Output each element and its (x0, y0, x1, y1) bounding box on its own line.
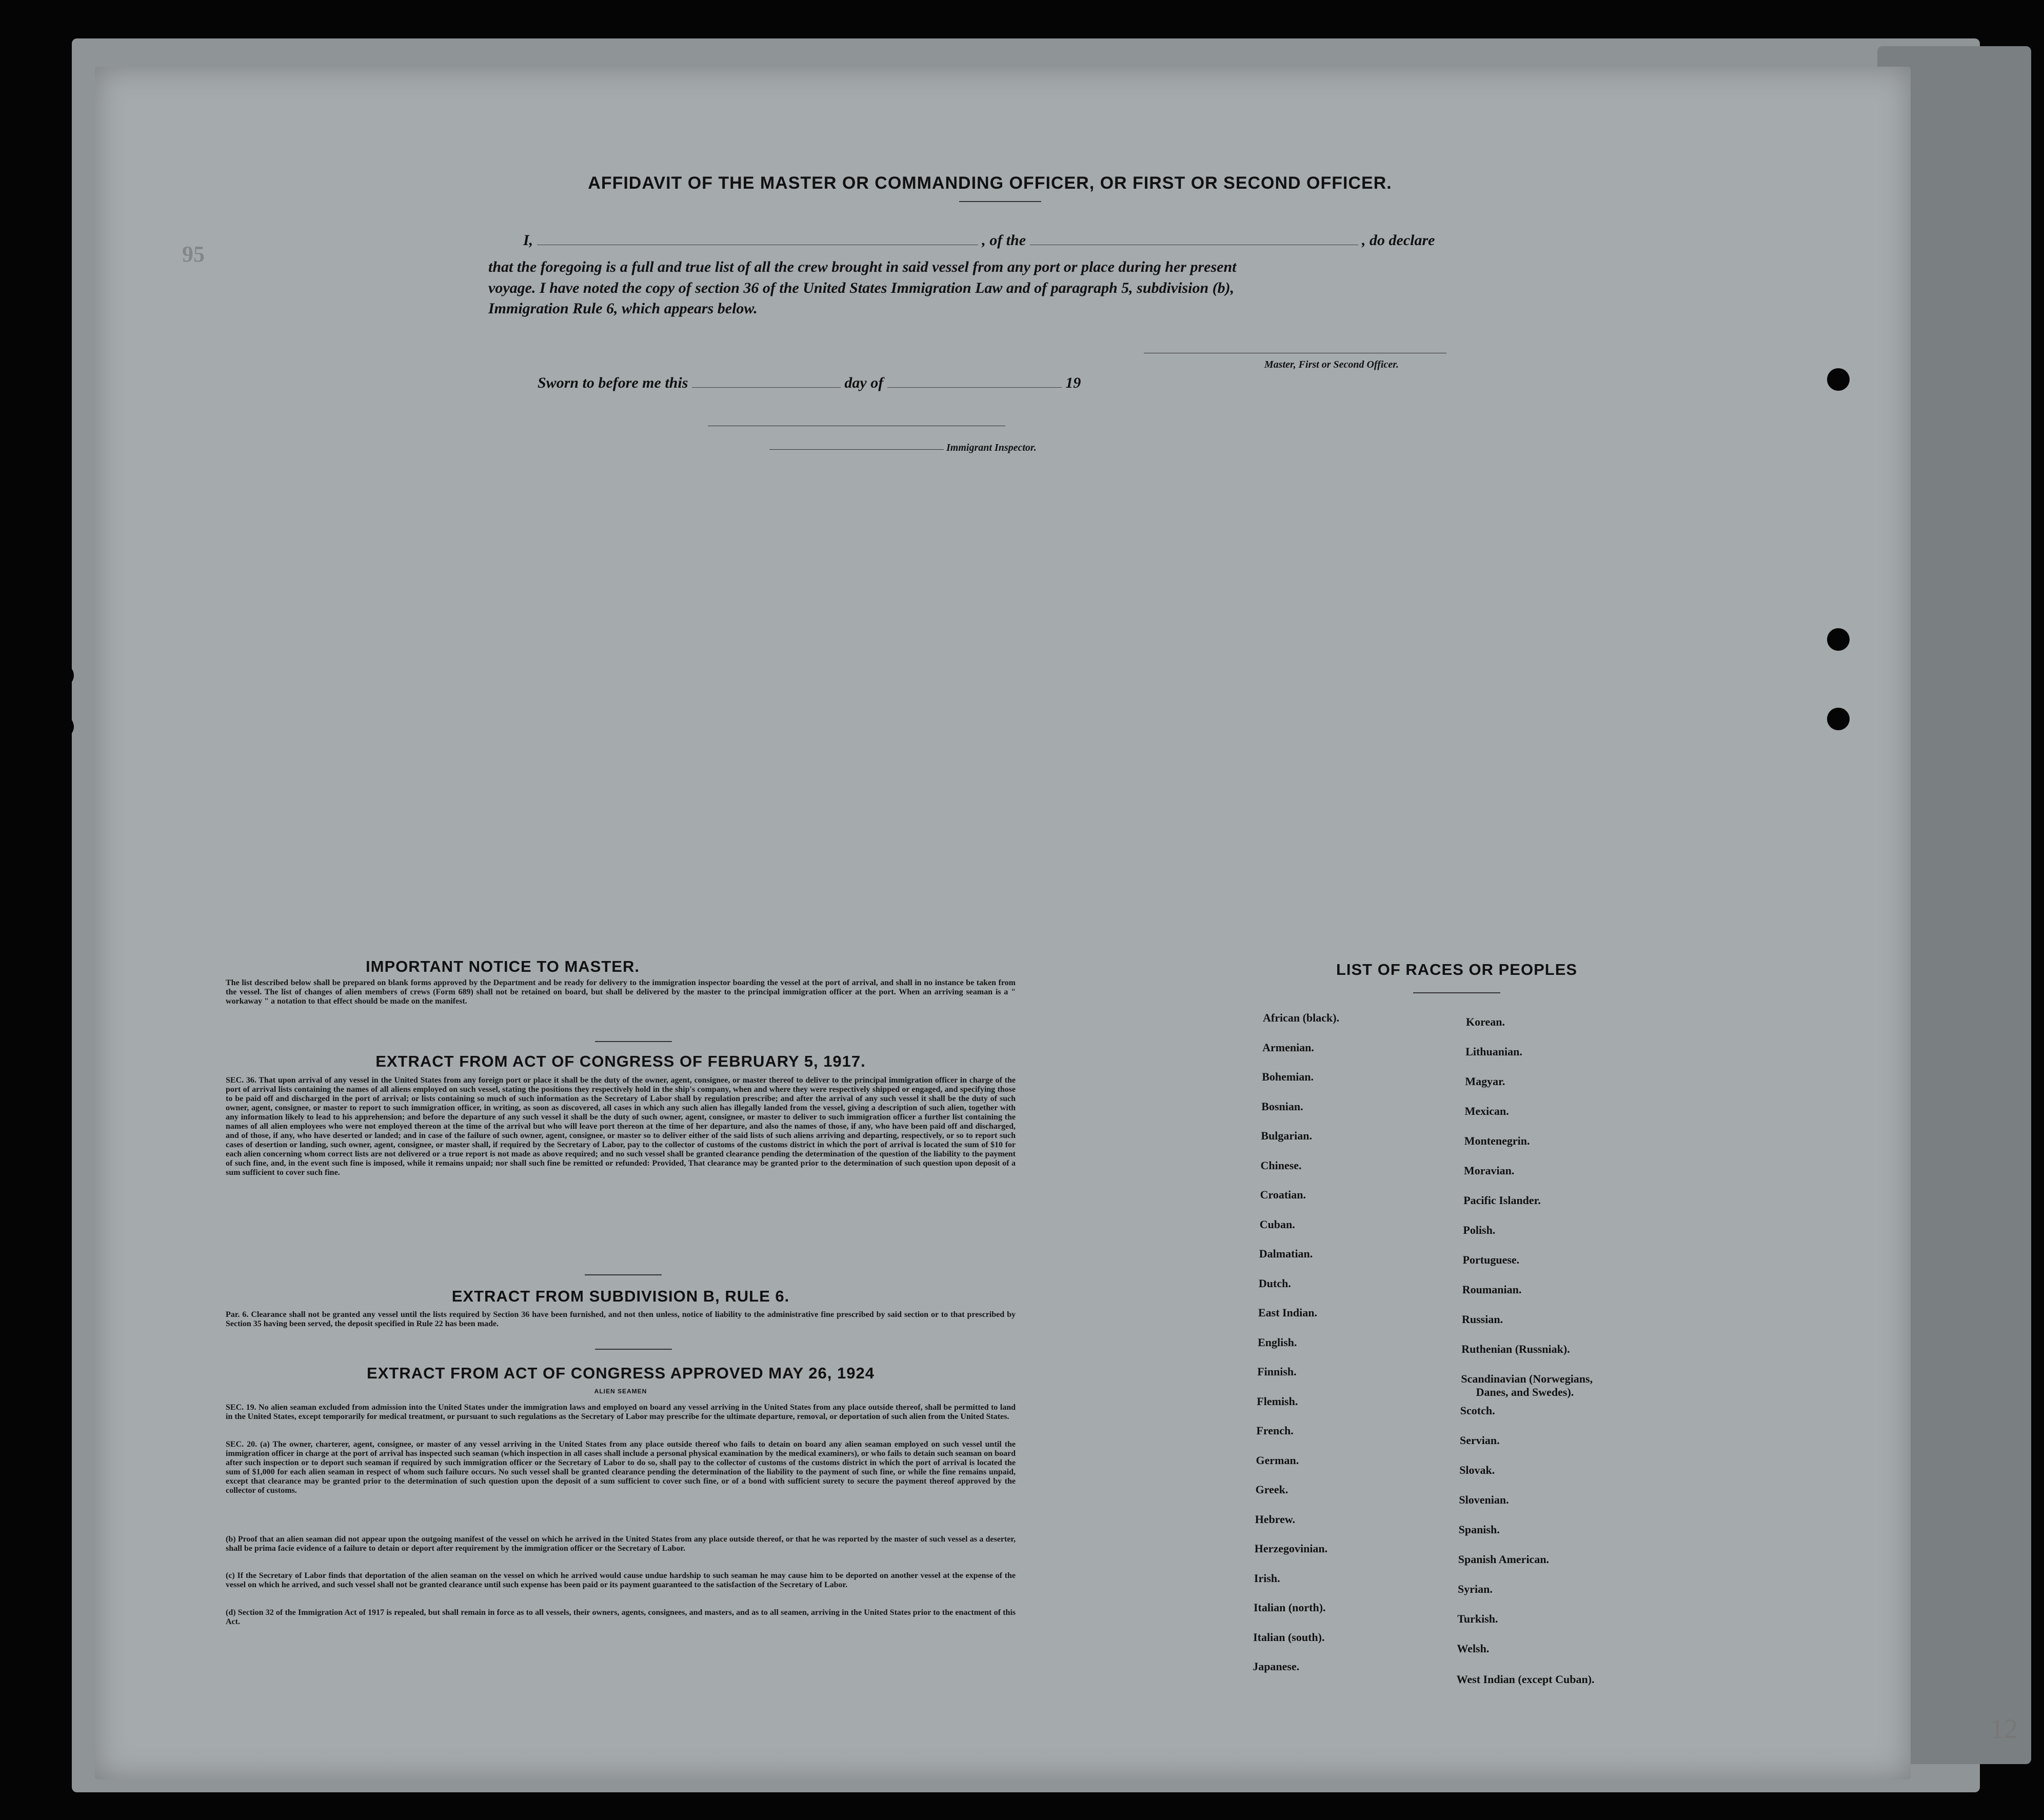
extract-1924-sec20d: (d) Section 32 of the Immigration Act of 1917 is repealed, but shall remain in force as to all vessels, their owners, agents, consignees, and masters, and as to all seamen, arriving in the United States prior to the enactment of this Act. (226, 1608, 1016, 1626)
affidavit-declaration-line (523, 232, 1487, 249)
race-item: Bosnian. (1261, 1099, 1303, 1113)
race-item: Spanish. (1458, 1523, 1500, 1536)
race-item: Flemish. (1257, 1394, 1298, 1408)
affidavit-line-3: voyage. I have noted the copy of section 36 of the United States Immigration Law and of paragraph 5, subdivision (b), (488, 279, 1235, 296)
race-item: Italian (south). (1253, 1630, 1325, 1644)
race-item: Japanese. (1253, 1660, 1300, 1673)
affidavit-title: AFFIDAVIT OF THE MASTER OR COMMANDING OFFICER, OR FIRST OR SECOND OFFICER. (588, 173, 1392, 193)
corner-handwritten-number: 12 (1990, 1713, 2018, 1744)
race-item: Moravian. (1464, 1164, 1515, 1177)
races-title: LIST OF RACES OR PEOPLES (1336, 961, 1578, 978)
sworn-year: 19 (1065, 374, 1081, 391)
binder-hole (51, 664, 74, 687)
race-item: Armenian. (1262, 1041, 1314, 1054)
extract-1917-body: SEC. 36. That upon arrival of any vessel in the United States from any foreign port or place it shall be the duty of the owner, agent, consignee, or master thereof to deliver to the principal immigration officer in charge of the port of arrival lists containing the names of all aliens employed on such vessel, stating the positions they respectively hold in the ship's company, when and where they were respectively shipped or engaged, and specifying those to be paid off and discharged in the port of arrival; or lists containing so much of such information as the Secretary of Labor shall by regulation prescribe; and after the arrival of any such vessel it shall be the duty of such owner, agent, consignee, or master to report to such immigration officer, in writing, as soon as discovered, all cases in which any such alien has illegally landed from the vessel, giving a description of such alien, together with any information likely to lead to his apprehension; and before the departure of any such vessel it shall be the duty of such owner, agent, consignee, or master to deliver to such immigration officer a further list containing the names of all alien employees who were not employed thereon at the time of the arrival but who will leave port thereon at the time of her departure, and also the names of those, if any, who have been paid off and discharged, and of those, if any, who have deserted or landed; and in case of the failure of such owner, agent, consignee, or master so to deliver either of the said lists of such aliens arriving and departing, respectively, or so to report such cases of desertion or landing, such owner, agent, consignee, or master shall, if required by the Secretary of Labor, pay to the collector of customs of the customs district in which the port of arrival is located the sum of $10 for each alien concerning whom correct lists are not delivered or a true report is not made as above required; and no such vessel shall be granted clearance pending the determination of the question of the liability to the payment of such fine, and, in the event such fine is imposed, while it remains unpaid; nor shall such fine be remitted or refunded: Provided, That clearance may be granted prior to the determination of such question upon deposit of a sum sufficient to cover such fine. (226, 1076, 1016, 1177)
declare-text: , do declare (1362, 232, 1435, 249)
extract-1924-title: EXTRACT FROM ACT OF CONGRESS APPROVED MAY 26, 1924 (367, 1364, 875, 1382)
race-item: Magyar. (1465, 1075, 1505, 1088)
race-item: Turkish. (1457, 1612, 1498, 1625)
race-item: Cuban. (1259, 1217, 1295, 1231)
race-item: Welsh. (1457, 1642, 1490, 1655)
race-item: Italian (north). (1254, 1601, 1326, 1614)
race-item: Slovenian. (1459, 1493, 1509, 1506)
extract-1924-subtitle: ALIEN SEAMEN (594, 1388, 647, 1395)
race-item: Spanish American. (1458, 1553, 1550, 1566)
race-item: Herzegovinian. (1254, 1542, 1328, 1555)
inspector-signature-line[interactable] (769, 449, 944, 450)
race-item: Croatian. (1260, 1188, 1306, 1201)
race-item: East Indian. (1258, 1306, 1317, 1319)
race-item: Slovak. (1459, 1464, 1495, 1476)
race-item: Portuguese. (1462, 1253, 1520, 1266)
race-item: Greek. (1255, 1483, 1288, 1496)
sworn-prefix: Sworn to before me this (538, 374, 688, 391)
race-item: West Indian (except Cuban). (1456, 1673, 1595, 1686)
race-item: African (black). (1263, 1011, 1340, 1024)
race-item: Lithuanian. (1465, 1045, 1522, 1058)
extract-1917-title: EXTRACT FROM ACT OF CONGRESS OF FEBRUARY 5, 1917. (375, 1052, 866, 1070)
vessel-name-blank[interactable] (1030, 244, 1358, 245)
declarant-name-blank[interactable] (537, 244, 978, 245)
race-item: Ruthenian (Russniak). (1461, 1343, 1570, 1355)
extract-rule6-body: Par. 6. Clearance shall not be granted any vessel until the lists required by Section 36 have been furnished, and not then unless, notice of liability to the administrative fine prescribed by said section or to that prescribed by Section 35 having been served, the deposit specified in Rule 22 has been made. (226, 1310, 1016, 1328)
document-page (95, 67, 1911, 1779)
sworn-month-blank[interactable] (887, 387, 1062, 388)
race-item: Finnish. (1257, 1365, 1297, 1378)
sworn-day-of: day of (844, 374, 884, 391)
race-item: Chinese. (1260, 1158, 1302, 1172)
race-item: Dutch. (1258, 1276, 1291, 1290)
notice-title: IMPORTANT NOTICE TO MASTER. (366, 957, 640, 975)
notice-body: The list described below shall be prepared on blank forms approved by the Department and be ready for delivery to the immigration inspector boarding the vessel at the port of arrival, and shall in no instance be taken from the vessel. The list of changes of alien members of crews (Form 689) shall not be retained on board, but shall be delivered by the master to the principal immigration officer at the port. When an arriving seaman is a " workaway " a notation to that effect should be made on the manifest. (226, 978, 1016, 1006)
inspector-label: Immigrant Inspector. (946, 442, 1037, 453)
declarant-prefix: I, (523, 232, 533, 249)
race-item: Bulgarian. (1261, 1129, 1313, 1142)
extract-1924-sec20b: (b) Proof that an alien seaman did not appear upon the outgoing manifest of the vessel on which he arrived in the United States from any place outside thereof, or that he was reported by the master of such vessel as a deserter, shall be prima facie evidence of a failure to detain or deport after requirement by the immigration officer or the Secretary of Labor. (226, 1535, 1016, 1553)
title-rule (959, 201, 1041, 202)
extract-1924-sec19: SEC. 19. No alien seaman excluded from admission into the United States under the immigration laws and employed on board any vessel arriving in the United States from any place outside thereof, shall be permitted to land in the United States, except temporarily for medical treatment, or pursuant to such regulations as the Secretary of Labor may prescribe for the ultimate departure, removal, or deportation of such alien from the United States. (226, 1403, 1016, 1421)
extract-1924-sec20a: SEC. 20. (a) The owner, charterer, agent, consignee, or master of any vessel arriving in the United States from any place outside thereof who fails to detain on board any alien seaman employed on such vessel until the immigration officer in charge at the port of arrival has inspected such seaman (which inspection in all cases shall include a personal physical examination by the medical examiners), or who fails to detain such seaman on board after such inspection or to deport such seaman if required by such immigration officer or the Secretary of Labor to do so, shall pay to the collector of customs of the customs district in which the port of arrival is located the sum of $1,000 for each alien seaman in respect of whom such failure occurs. No such vessel shall be granted clearance pending the determination of the liability to the payment of such fine, or while the fine remains unpaid, except that clearance may be granted prior to the determination of such question upon the deposit of a sum sufficient to cover such fine, or of a bond with sufficient surety to secure the payment thereof approved by the collector of customs. (226, 1440, 1016, 1495)
race-item: Dalmatian. (1259, 1247, 1313, 1260)
binder-hole (51, 715, 74, 738)
race-item: Russian. (1462, 1313, 1503, 1326)
race-item: German. (1256, 1453, 1299, 1467)
race-item: Scotch. (1460, 1404, 1495, 1417)
race-item: Danes, and Swedes). (1476, 1386, 1574, 1398)
race-item: Irish. (1254, 1571, 1280, 1585)
race-item: Polish. (1463, 1224, 1496, 1236)
race-item: Bohemian. (1262, 1070, 1314, 1083)
race-item: English. (1258, 1335, 1297, 1349)
race-item: Hebrew. (1255, 1512, 1296, 1526)
section-rule (595, 1041, 672, 1042)
master-signature-label: Master, First or Second Officer. (1264, 359, 1399, 370)
race-item: Servian. (1460, 1434, 1500, 1447)
binder-hole (1827, 708, 1850, 730)
race-item: Roumanian. (1462, 1283, 1522, 1296)
binder-hole (1827, 628, 1850, 651)
sworn-line (538, 374, 1081, 392)
extract-1924-sec20c: (c) If the Secretary of Labor finds that deportation of the alien seaman on the vessel on which he arrived would cause undue hardship to such seaman he may cause him to be deported on another vessel at the expense of the vessel on which he arrived, and such vessel shall not be granted clearance until such expense has been paid or its payment guaranteed to the satisfaction of the Secretary of Labor. (226, 1571, 1016, 1589)
section-rule (595, 1349, 672, 1350)
binder-hole (1827, 368, 1850, 391)
races-title-rule (1413, 992, 1500, 993)
of-the-text: , of the (982, 232, 1026, 249)
extract-rule6-title: EXTRACT FROM SUBDIVISION B, RULE 6. (451, 1287, 790, 1305)
margin-page-number: 95 (182, 242, 205, 267)
affidavit-line-2: that the foregoing is a full and true list of all the crew brought in said vessel from any port or place during her present (488, 258, 1237, 275)
race-item: French. (1256, 1424, 1294, 1437)
race-item: Syrian. (1458, 1583, 1493, 1595)
race-item: Mexican. (1464, 1105, 1509, 1117)
affidavit-line-4: Immigration Rule 6, which appears below. (488, 300, 758, 317)
race-item: Scandinavian (Norwegians, (1461, 1372, 1593, 1385)
race-item: Pacific Islander. (1463, 1194, 1541, 1207)
race-item: Korean. (1466, 1015, 1505, 1028)
section-rule (585, 1274, 662, 1275)
sworn-day-blank[interactable] (692, 387, 841, 388)
race-item: Montenegrin. (1464, 1134, 1530, 1147)
